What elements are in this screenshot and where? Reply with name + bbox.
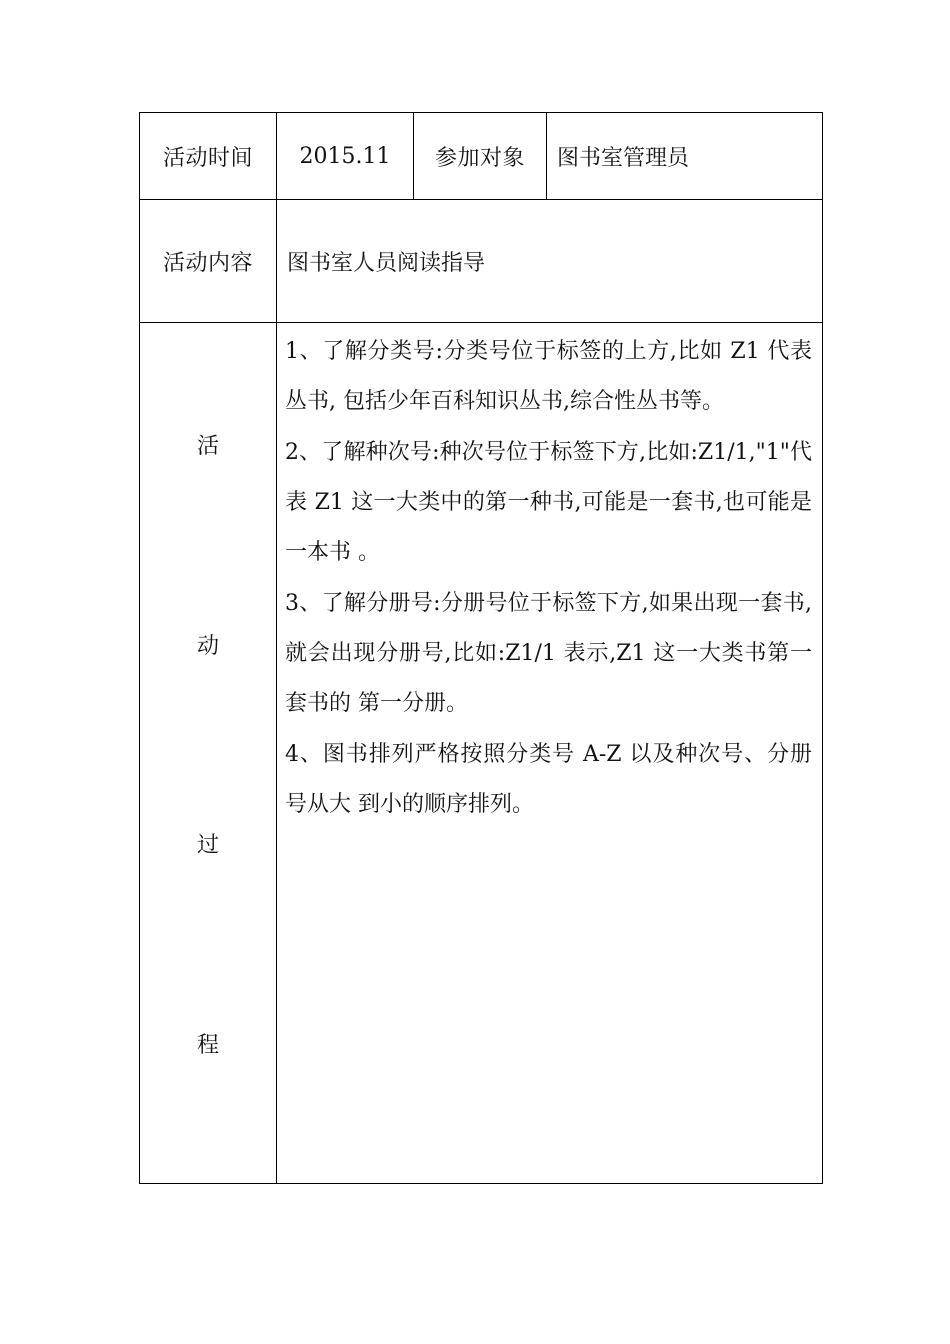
activity-time-value: 2015.11 [277,113,414,200]
process-row [140,323,823,1184]
activity-content-label: 活动内容 [140,200,277,323]
activity-time-label: 活动时间 [140,113,277,200]
activity-record-table [139,112,823,1184]
process-label-char: 动 [196,634,219,660]
process-paragraph: 3、了解分册号:分册号位于标签下方,如果出现一套书,就会出现分册号,比如:Z1/1 表示,Z1 这一大类书第一套书的 第一分册。 [285,591,812,717]
time-target-row [140,113,823,200]
process-paragraph: 1、了解分类号:分类号位于标签的上方,比如 Z1 代表丛书, 包括少年百科知识丛书,综合性丛书等。 [285,339,812,415]
activity-process-label [140,323,277,1184]
activity-content-value: 图书室人员阅读指导 [277,200,823,323]
content-row [140,200,823,323]
process-label-char: 程 [196,1033,219,1059]
participants-value: 图书室管理员 [547,113,823,200]
process-label-char: 过 [196,833,219,859]
process-paragraph: 4、图书排列严格按照分类号 A-Z 以及种次号、分册号从大 到小的顺序排列。 [285,742,812,818]
process-label-char: 活 [196,434,219,460]
activity-process-body [277,323,823,1184]
process-paragraph: 2、了解种次号:种次号位于标签下方,比如:Z1/1,"1"代表 Z1 这一大类中的第一种书,可能是一套书,也可能是一本书 。 [285,440,812,566]
participants-label: 参加对象 [414,113,547,200]
